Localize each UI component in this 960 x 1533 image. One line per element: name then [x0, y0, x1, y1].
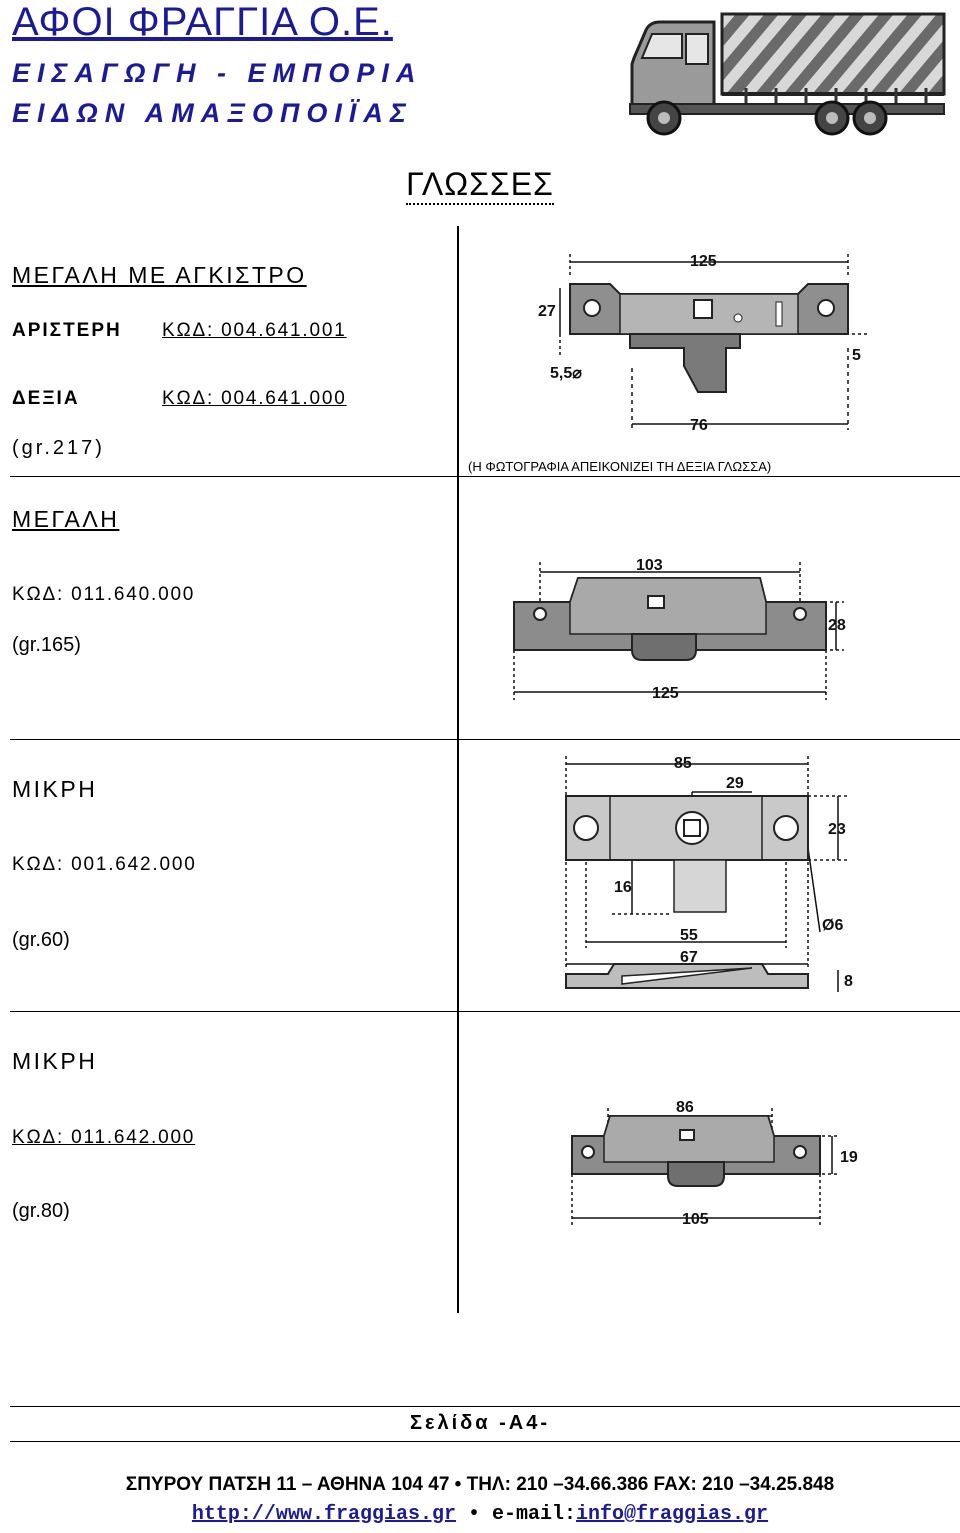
svg-text:Ø6: Ø6: [822, 917, 844, 934]
svg-text:29: 29: [726, 775, 744, 792]
row-divider-2: [10, 739, 960, 740]
svg-text:5: 5: [852, 347, 861, 364]
email-label: e-mail:: [492, 1503, 577, 1526]
svg-text:5,5⌀: 5,5⌀: [550, 365, 582, 382]
product-code: ΚΩΔ: 004.641.000: [162, 388, 347, 409]
svg-text:23: 23: [828, 821, 846, 838]
svg-text:16: 16: [614, 879, 632, 896]
product-title: ΜΕΓΑΛΗ: [12, 506, 120, 532]
product-weight: (gr.217): [12, 437, 105, 459]
footer-separator: •: [467, 1503, 480, 1526]
tagline-import-trade: ΕΙΣΑΓΩΓΗ - ΕΜΠΟΡΙΑ: [12, 58, 423, 88]
product-drawing-large-latch: [500, 548, 870, 728]
svg-text:67: 67: [680, 949, 698, 966]
svg-text:28: 28: [828, 617, 846, 634]
svg-text:27: 27: [538, 303, 556, 320]
svg-text:103: 103: [636, 557, 663, 574]
product-code: ΚΩΔ: 001.642.000: [12, 854, 197, 875]
product-title: ΜΙΚΡΗ: [12, 776, 98, 802]
section-title: ΓΛΩΣΣΕΣ: [0, 166, 960, 203]
footer-divider-bottom: [10, 1441, 960, 1442]
company-name: ΑΦΟΙ ΦΡΑΓΓΙΑ Ο.Ε.: [12, 0, 393, 44]
product-weight: (gr.80): [12, 1200, 70, 1222]
variant-label-left: ΑΡΙΣΤΕΡΗ: [12, 320, 122, 341]
product-code: ΚΩΔ: 004.641.001: [162, 320, 347, 341]
website-link[interactable]: http://www.fraggias.gr: [191, 1503, 456, 1526]
svg-text:125: 125: [652, 685, 679, 702]
product-drawing-small-latch: [552, 752, 872, 1002]
tagline-bodywork-items: ΕΙΔΩΝ ΑΜΑΞΟΠΟΙΪΑΣ: [12, 98, 413, 128]
svg-text:86: 86: [676, 1099, 694, 1116]
row-divider-1: [10, 476, 960, 477]
product-weight: (gr.165): [12, 634, 81, 656]
svg-text:8: 8: [844, 973, 853, 990]
page-number: Σελίδα -Α4-: [409, 1412, 551, 1434]
product-drawing-hook-latch: [530, 248, 880, 438]
svg-text:105: 105: [682, 1211, 709, 1228]
photo-caption: (Η ΦΩΤΟΓΡΑΦΙΑ ΑΠΕΙΚΟΝΙΖΕΙ ΤΗ ΔΕΞΙΑ ΓΛΩΣΣΑ): [468, 459, 772, 474]
row-divider-3: [10, 1011, 960, 1012]
svg-text:76: 76: [690, 417, 708, 434]
email-link[interactable]: info@fraggias.gr: [576, 1503, 769, 1526]
footer-address: ΣΠΥΡΟΥ ΠΑΤΣΗ 11 – ΑΘΗΝΑ 104 47 • ΤΗΛ: 210 –34.66.386 FAX: 210 –34.25.848: [125, 1474, 835, 1495]
footer-contact: [0, 1503, 960, 1526]
svg-text:125: 125: [690, 253, 717, 270]
product-code: ΚΩΔ: 011.642.000: [12, 1127, 196, 1148]
column-divider: [457, 226, 459, 1313]
variant-label-right: ΔΕΞΙΑ: [12, 388, 80, 409]
product-title: ΜΕΓΑΛΗ ΜΕ ΑΓΚΙΣΤΡΟ: [12, 262, 307, 288]
svg-text:19: 19: [840, 1149, 858, 1166]
product-weight: (gr.60): [12, 929, 70, 951]
footer-divider-top: [10, 1406, 960, 1407]
svg-text:55: 55: [680, 927, 698, 944]
product-code: ΚΩΔ: 011.640.000: [12, 584, 196, 605]
product-drawing-small-latch-2: [548, 1090, 878, 1240]
truck-icon: [626, 8, 948, 138]
svg-text:85: 85: [674, 755, 692, 772]
product-title: ΜΙΚΡΗ: [12, 1048, 98, 1074]
